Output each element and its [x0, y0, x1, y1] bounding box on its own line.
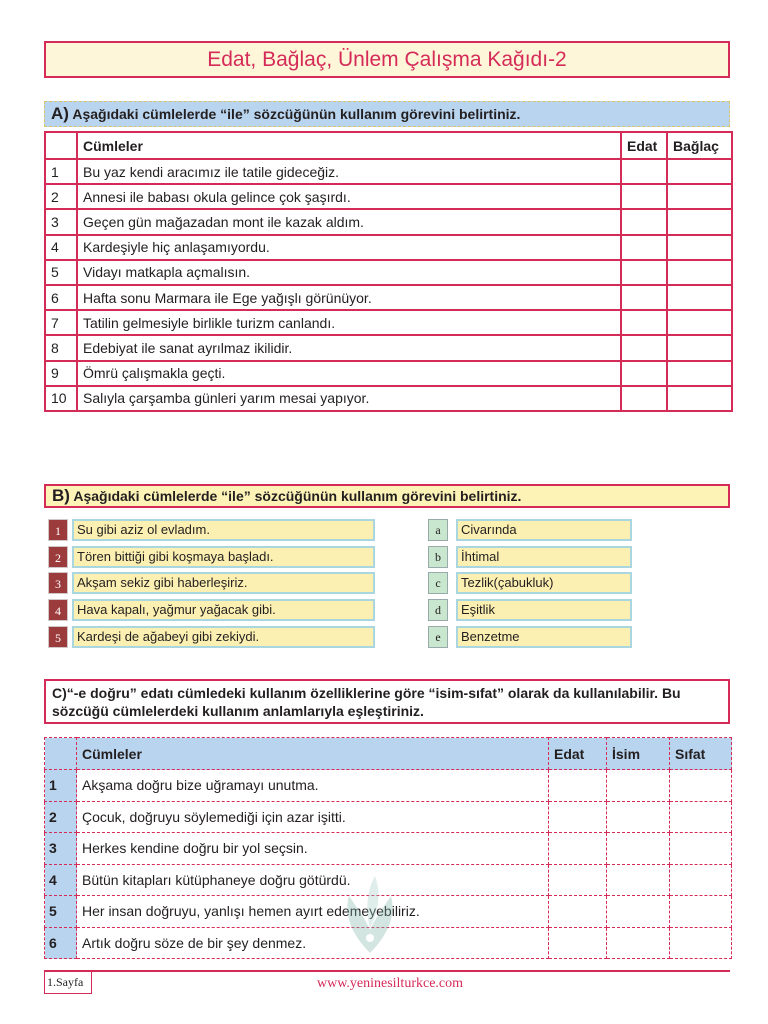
section-b-heading — [44, 484, 730, 508]
header-isim: İsim — [607, 738, 670, 770]
header-edat: Edat — [549, 738, 607, 770]
header-sifat: Sıfat — [670, 738, 732, 770]
baglac-answer-cell[interactable] — [667, 361, 732, 386]
match-number: 2 — [48, 546, 68, 568]
match-number: 1 — [48, 519, 68, 541]
isim-answer-cell[interactable] — [607, 896, 670, 928]
section-c-heading — [44, 679, 730, 724]
baglac-answer-cell[interactable] — [667, 386, 732, 411]
sentence-cell: Bu yaz kendi aracımız ile tatile gideceğiz. — [77, 159, 621, 184]
section-a-instruction: Aşağıdaki cümlelerde “ile” sözcüğünün kullanım görevini belirtiniz. — [72, 106, 521, 122]
row-number: 1 — [45, 159, 77, 184]
edat-answer-cell[interactable] — [621, 335, 667, 360]
edat-answer-cell[interactable] — [549, 927, 607, 959]
row-number: 4 — [45, 864, 77, 896]
edat-answer-cell[interactable] — [621, 310, 667, 335]
isim-answer-cell[interactable] — [607, 770, 670, 802]
table-row — [45, 770, 732, 802]
match-sentence: Akşam sekiz gibi haberleşiriz. — [72, 572, 375, 594]
sentence-cell: Edebiyat ile sanat ayrılmaz ikilidir. — [77, 335, 621, 360]
table-row — [45, 386, 732, 411]
header-baglac: Bağlaç — [667, 132, 732, 159]
footer-divider — [44, 970, 730, 972]
row-number: 3 — [45, 209, 77, 234]
isim-answer-cell[interactable] — [607, 833, 670, 865]
match-sentence: Hava kapalı, yağmur yağacak gibi. — [72, 599, 375, 621]
table-row — [45, 285, 732, 310]
sentence-cell: Tatilin gelmesiyle birlikle turizm canlandı. — [77, 310, 621, 335]
match-meaning: Tezlik(çabukluk) — [456, 572, 632, 594]
edat-answer-cell[interactable] — [549, 864, 607, 896]
row-number: 2 — [45, 801, 77, 833]
sifat-answer-cell[interactable] — [670, 896, 732, 928]
header-number — [45, 132, 77, 159]
sifat-answer-cell[interactable] — [670, 801, 732, 833]
match-letter: e — [428, 626, 448, 648]
header-edat: Edat — [621, 132, 667, 159]
table-header-row — [45, 132, 732, 159]
edat-answer-cell[interactable] — [621, 235, 667, 260]
baglac-answer-cell[interactable] — [667, 209, 732, 234]
row-number: 1 — [45, 770, 77, 802]
edat-answer-cell[interactable] — [621, 285, 667, 310]
edat-answer-cell[interactable] — [549, 896, 607, 928]
match-meaning: Eşitlik — [456, 599, 632, 621]
table-row — [45, 833, 732, 865]
section-b-instruction: Aşağıdaki cümlelerde “ile” sözcüğünün kullanım görevini belirtiniz. — [73, 488, 522, 504]
baglac-answer-cell[interactable] — [667, 159, 732, 184]
sentence-cell: Ömrü çalışmakla geçti. — [77, 361, 621, 386]
row-number: 8 — [45, 335, 77, 360]
section-a-heading — [44, 101, 730, 127]
table-row — [45, 335, 732, 360]
sentence-cell: Bütün kitapları kütüphaneye doğru götürdü. — [77, 864, 549, 896]
table-row — [45, 801, 732, 833]
row-number: 5 — [45, 896, 77, 928]
footer-url[interactable]: www.yeninesilturkce.com — [316, 976, 464, 991]
sifat-answer-cell[interactable] — [670, 927, 732, 959]
baglac-answer-cell[interactable] — [667, 335, 732, 360]
match-meaning: Civarında — [456, 519, 632, 541]
isim-answer-cell[interactable] — [607, 927, 670, 959]
baglac-answer-cell[interactable] — [667, 260, 732, 285]
match-meaning: İhtimal — [456, 546, 632, 568]
row-number: 6 — [45, 927, 77, 959]
sentence-cell: Annesi ile babası okula gelince çok şaşırdı. — [77, 184, 621, 209]
edat-answer-cell[interactable] — [549, 770, 607, 802]
row-number: 5 — [45, 260, 77, 285]
baglac-answer-cell[interactable] — [667, 235, 732, 260]
match-letter: a — [428, 519, 448, 541]
table-row — [45, 235, 732, 260]
baglac-answer-cell[interactable] — [667, 285, 732, 310]
sentence-cell: Akşama doğru bize uğramayı unutma. — [77, 770, 549, 802]
edat-answer-cell[interactable] — [621, 209, 667, 234]
section-c-instruction-line1: C)“-e doğru” edatı cümledeki kullanım özelliklerine göre “isim-sıfat” olarak da kullanılabilir. Bu — [52, 685, 681, 701]
row-number: 6 — [45, 285, 77, 310]
match-letter: c — [428, 572, 448, 594]
row-number: 4 — [45, 235, 77, 260]
sifat-answer-cell[interactable] — [670, 833, 732, 865]
header-sentences: Cümleler — [77, 132, 621, 159]
sentence-cell: Salıyla çarşamba günleri yarım mesai yapıyor. — [77, 386, 621, 411]
baglac-answer-cell[interactable] — [667, 310, 732, 335]
edat-answer-cell[interactable] — [621, 184, 667, 209]
edat-answer-cell[interactable] — [549, 801, 607, 833]
isim-answer-cell[interactable] — [607, 864, 670, 896]
match-letter: b — [428, 546, 448, 568]
section-a-table — [44, 131, 733, 412]
edat-answer-cell[interactable] — [549, 833, 607, 865]
edat-answer-cell[interactable] — [621, 159, 667, 184]
match-meaning: Benzetme — [456, 626, 632, 648]
sentence-cell: Vidayı matkapla açmalısın. — [77, 260, 621, 285]
sifat-answer-cell[interactable] — [670, 864, 732, 896]
header-number — [45, 738, 77, 770]
sentence-cell: Çocuk, doğruyu söylemediği için azar işitti. — [77, 801, 549, 833]
row-number: 9 — [45, 361, 77, 386]
match-number: 4 — [48, 599, 68, 621]
sentence-cell: Artık doğru söze de bir şey denmez. — [77, 927, 549, 959]
match-sentence: Tören bittiği gibi koşmaya başladı. — [72, 546, 375, 568]
isim-answer-cell[interactable] — [607, 801, 670, 833]
row-number: 3 — [45, 833, 77, 865]
sentence-cell: Kardeşiyle hiç anlaşamıyordu. — [77, 235, 621, 260]
match-sentence: Su gibi aziz ol evladım. — [72, 519, 375, 541]
section-c-instruction-line2: sözcüğü cümlelerdeki kullanım anlamlarıyla eşleştiriniz. — [52, 703, 424, 719]
page-title: Edat, Bağlaç, Ünlem Çalışma Kağıdı-2 — [44, 41, 730, 78]
edat-answer-cell[interactable] — [621, 386, 667, 411]
table-row — [45, 260, 732, 285]
sentence-cell: Hafta sonu Marmara ile Ege yağışlı görünüyor. — [77, 285, 621, 310]
header-sentences: Cümleler — [77, 738, 549, 770]
sentence-cell: Geçen gün mağazadan mont ile kazak aldım. — [77, 209, 621, 234]
table-header-row — [45, 738, 732, 770]
edat-answer-cell[interactable] — [621, 361, 667, 386]
leaf-watermark-icon — [335, 868, 405, 958]
match-number: 5 — [48, 626, 68, 648]
match-letter: d — [428, 599, 448, 621]
section-a-letter: A) — [51, 104, 69, 123]
row-number: 7 — [45, 310, 77, 335]
row-number: 2 — [45, 184, 77, 209]
match-sentence: Kardeşi de ağabeyi gibi zekiydi. — [72, 626, 375, 648]
match-number: 3 — [48, 572, 68, 594]
row-number: 10 — [45, 386, 77, 411]
table-row — [45, 184, 732, 209]
table-row — [45, 361, 732, 386]
page-number: 1.Sayfa — [44, 972, 92, 994]
table-row — [45, 310, 732, 335]
sentence-cell: Herkes kendine doğru bir yol seçsin. — [77, 833, 549, 865]
sentence-cell: Her insan doğruyu, yanlışı hemen ayırt edemeyebiliriz. — [77, 896, 549, 928]
table-row — [45, 159, 732, 184]
table-row — [45, 209, 732, 234]
baglac-answer-cell[interactable] — [667, 184, 732, 209]
sifat-answer-cell[interactable] — [670, 770, 732, 802]
edat-answer-cell[interactable] — [621, 260, 667, 285]
section-b-letter: B) — [52, 486, 70, 505]
